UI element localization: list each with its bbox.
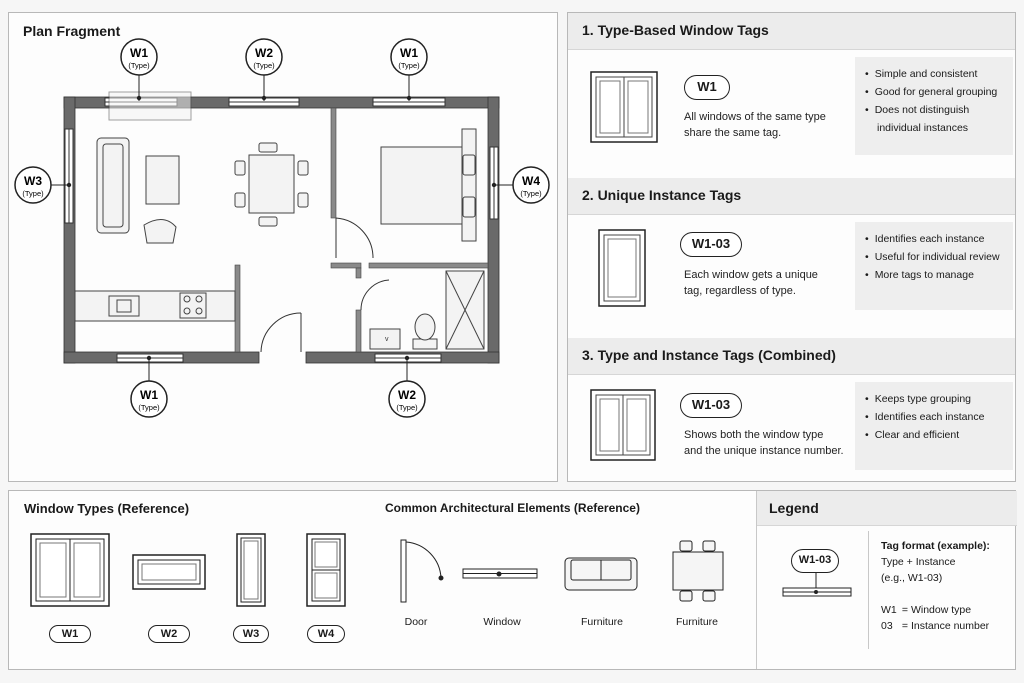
bullet-item: • Clear and efficient: [865, 426, 1005, 444]
legend-divider: [868, 531, 869, 649]
tag-id: W2: [398, 388, 416, 402]
bullet-item: individual instances: [877, 122, 969, 134]
section-description: [684, 109, 826, 141]
legend-key-code: 03: [881, 620, 893, 632]
w2-window-icon: [133, 555, 205, 589]
legend-key-code: W1: [881, 604, 897, 616]
window-tag: [246, 39, 282, 75]
tag-id: W4: [522, 174, 540, 188]
window-type-label: W2: [148, 625, 190, 643]
elements-title: Common Architectural Elements (Reference): [385, 501, 640, 515]
tag-sub: (Type): [138, 403, 160, 412]
bullet-item: • More tags to manage: [865, 266, 1005, 284]
tag-id: W2: [255, 46, 273, 60]
window-type-label: W1: [49, 625, 91, 643]
legend-key-row: [881, 602, 990, 618]
legend-title: Legend: [769, 500, 819, 516]
window-icon: [590, 71, 658, 143]
desc-line: share the same tag.: [684, 127, 782, 139]
w3-window-icon: [237, 534, 265, 606]
legend-format-title: Tag format (example):: [881, 540, 990, 552]
furniture: [75, 92, 484, 349]
dining-table-symbol: [673, 541, 723, 601]
bullet-item: • Identifies each instance: [865, 408, 1005, 426]
desc-line: Shows both the window type: [684, 429, 824, 441]
desc-line: All windows of the same type: [684, 111, 826, 123]
section-header: [568, 338, 1015, 375]
methods-panel: [567, 12, 1016, 482]
window-icon: [598, 229, 646, 307]
legend-key-text: = Instance number: [901, 620, 990, 632]
window-type-label: W4: [307, 625, 345, 643]
w1-window-icon: [31, 534, 109, 606]
reference-panel: [8, 490, 1016, 670]
desc-line: Each window gets a unique: [684, 269, 818, 281]
legend-format: [881, 538, 990, 634]
legend-header: [757, 491, 1017, 526]
bullet-list: [855, 222, 1013, 310]
window-tag: [513, 167, 549, 203]
plan-panel: [8, 12, 558, 482]
toilet-mark: v: [385, 336, 389, 343]
tag-id: W1: [140, 388, 158, 402]
tag-sub: (Type): [520, 189, 542, 198]
window-types-drawing: [9, 531, 359, 621]
bullet-item: • Keeps type grouping: [865, 390, 1005, 408]
floor-plan: [9, 13, 557, 481]
section-title: 3. Type and Instance Tags (Combined): [582, 347, 836, 363]
section-title: 1. Type-Based Window Tags: [582, 22, 769, 38]
window-tag: [131, 381, 167, 417]
bullet-item: • Good for general grouping: [865, 83, 1005, 101]
legend-window-symbol: [771, 573, 861, 603]
tag-sub: (Type): [398, 61, 420, 70]
section-description: [684, 427, 844, 459]
w4-window-icon: [307, 534, 345, 606]
legend-format-line: Type + Instance: [881, 556, 956, 568]
window-tag: [389, 381, 425, 417]
tag-sub: (Type): [253, 61, 275, 70]
bullet-item: • Useful for individual review: [865, 248, 1005, 266]
elements-drawing: [379, 536, 749, 616]
door-symbol: [401, 540, 443, 602]
window-type-label: W3: [233, 625, 269, 643]
legend-format-line: (e.g., W1-03): [881, 572, 943, 584]
window-icon: [590, 389, 656, 461]
desc-line: and the unique instance number.: [684, 445, 844, 457]
window-tag: [121, 39, 157, 75]
tag-id: W1: [130, 46, 148, 60]
window-tag: [15, 167, 51, 203]
window-tag: [391, 39, 427, 75]
legend-key-text: = Window type: [901, 604, 972, 616]
tag-pill: W1-03: [680, 232, 742, 257]
bullet-list: [855, 57, 1013, 155]
section-description: [684, 267, 818, 299]
tag-pill: W1-03: [680, 393, 742, 418]
bullet-item: • Does not distinguish: [865, 101, 1005, 119]
section-header: [568, 178, 1015, 215]
element-label: Door: [404, 616, 428, 628]
desc-line: tag, regardless of type.: [684, 285, 796, 297]
tag-pill: W1: [684, 75, 730, 100]
legend-tag-pill: W1-03: [791, 549, 839, 573]
legend-key-row: [881, 618, 990, 634]
window-symbol: [463, 569, 537, 578]
element-label: Furniture: [580, 616, 623, 628]
tag-id: W1: [400, 46, 418, 60]
bullet-item: • Identifies each instance: [865, 230, 1005, 248]
section-title: 2. Unique Instance Tags: [582, 187, 742, 203]
bullet-item: • Simple and consistent: [865, 65, 1005, 83]
legend: [756, 491, 1017, 669]
window-types-title: Window Types (Reference): [24, 501, 190, 516]
tag-id: W3: [24, 174, 42, 188]
element-label: Furniture: [675, 616, 718, 628]
tag-sub: (Type): [396, 403, 418, 412]
tag-sub: (Type): [22, 189, 44, 198]
element-label: Window: [483, 616, 521, 628]
sofa-symbol: [565, 558, 637, 590]
tag-sub: (Type): [128, 61, 150, 70]
plan-title: Plan Fragment: [23, 23, 121, 39]
section-header: [568, 13, 1015, 50]
bullet-list: [855, 382, 1013, 470]
